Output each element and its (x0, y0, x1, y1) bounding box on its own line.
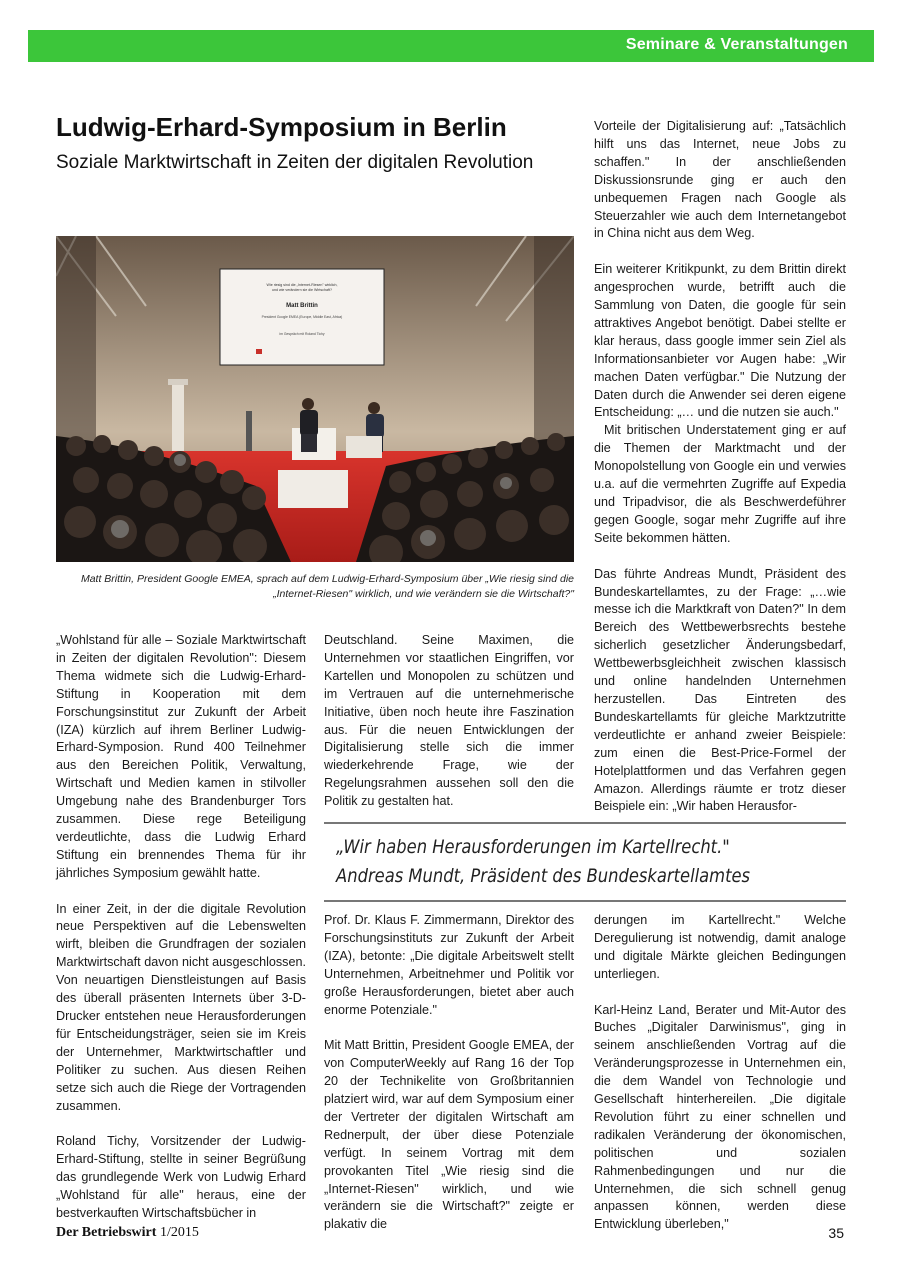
magazine-name: Der Betriebswirt (56, 1225, 157, 1240)
paragraph: „Wohlstand für alle – Soziale Marktwirtschaft in Zeiten der digitalen Revolution": Diesem Thema widmete sich die Ludwig-Erhard-Stiftung in Kooperation mit dem Forschungsinstitut zur Zukunft der Arbeit (IZA) kürzlich auf ihrem Berliner Ludwig-Erhard-Symposion. Rund 400 Teilnehmer aus den Bereichen Politik, Verwaltung, Wirtschaft und Medien kamen in stilvoller Umgebung nahe des Brandenburger Tors zusammen. Diese rege Beteiligung verdeutlichte, dass die Ludwig Erhard Stiftung ein brennendes Thema für ihr jährliches Symposium gewählt hatte. (56, 633, 306, 880)
paragraph: Mit britischen Understatement ging er auf die Themen der Marktmacht und der Monopolstellung von Google ein und verwies u.a. auf die vermehrten Zugriffe auf Expedia und Tripadvisor, die als Beschwerdeführer gegen Google, sogar mehr Zugriffe auf ihre Seite bekommen hätten. (594, 423, 846, 545)
photo-caption: Matt Brittin, President Google EMEA, sprach auf dem Ludwig-Erhard-Symposium über „Wie riesig sind die „Internet-Riesen" wirklich, und wie verändern sie die Wirtschaft?" (80, 573, 574, 600)
text-column-1 (56, 632, 306, 1223)
symposium-photo (56, 236, 574, 562)
paragraph: Mit Matt Brittin, President Google EMEA, der von ComputerWeekly auf Rang 16 der Top 20 der Technikelite von Großbritannien platziert wird, war auf dem Symposium einer der Vertreter der digitalen Wirtschaft am Rednerpult, der über diese Potenziale verfügt. In seinem Vortrag mit dem provokanten Titel „Wie riesig sind die „Internet-Riesen" wirklich, und wie verändern sie die Wirtschaft?" zeigte er plakativ die (324, 1038, 574, 1232)
article-subtitle: Soziale Marktwirtschaft in Zeiten der digitalen Revolution (56, 152, 534, 173)
paragraph: Prof. Dr. Klaus F. Zimmermann, Direktor des Forschungsinstituts zur Zukunft der Arbeit (IZA), betonte: „Die digitale Arbeitswelt stellt Unternehmen, Arbeitnehmer und Politik vor große Herausforderungen, bietet aber auch enorme Potenziale." (324, 913, 574, 1017)
issue-number: 1/2015 (159, 1225, 199, 1240)
screen-role: President Google EMEA (Europe, Middle East, Africa) (261, 315, 343, 319)
paragraph: Deutschland. Seine Maximen, die Unternehmen vor staatlichen Eingriffen, vor Kartellen und Monopolen zu schützen und im Vertrauen auf die unternehmerische Initiative, üben noch heute ihre Faszination aus. Für die neuen Entwicklungen der Digitalisierung stelle sich die immer wiederkehrende Frage, wie der Regelungsrahmen aussehen soll den die Politik zu gestalten hat. (324, 633, 574, 809)
section-banner (28, 30, 874, 62)
screen-speaker: Matt Brittin (286, 303, 318, 309)
text-column-3-top (594, 118, 846, 816)
quote-attribution: Andreas Mundt, Präsident des Bundeskartellamtes (336, 865, 751, 887)
screen-question-2: und wie verändern sie die Wirtschaft? (272, 288, 332, 292)
section-label: Seminare & Veranstaltungen (625, 36, 848, 53)
text-column-3-bottom (594, 912, 846, 1234)
text-column-2-bottom (324, 912, 574, 1234)
text-column-2-top (324, 632, 574, 811)
screen-moderator: im Gespräch mit Roland Tichy (279, 332, 325, 336)
paragraph: In einer Zeit, in der die digitale Revolution neue Perspektiven auf die Lebenswelten wirft, bleiben die Grundfragen der sozialen Marktwirtschaft davon nicht ausgeschlossen. Von neuartigen Dienstleistungen auf Basis des überall präsenten Internets über 3-D-Drucker entstehen neue Herausforderungen für Entscheidungsträger, seien sie im Kreis der Unternehmer, Marktwirtschaftler und Politiker zu suchen. Aus diesen Reihen setze sich auch die Riege der Vortragenden zusammen. (56, 901, 306, 1113)
paragraph: Vorteile der Digitalisierung auf: „Tatsächlich hilft uns das Internet, neue Jobs zu schaffen." In der anschließenden Diskussionsrunde ging er auch den unbequemen Fragen nach Google als Steuerzahler wie auch dem Internetangebot in China nicht aus dem Weg. (594, 119, 846, 241)
paragraph: Das führte Andreas Mundt, Präsident des Bundeskartellamtes, zu der Frage: „…wie messe ich die Marktkraft von Daten?" In dem Bereich des Wettbewerbsrechts bestehe sicherlich gesetzlicher Änderungsbedarf, Wettbewerbsgleichheit zwischen klassisch und online handelnden Unternehmen herzustellen. Das Eintreten des Bundeskartellamts für gleiche Marktzutritte verdeutlichte er anhand zweier Beispiele: zum einen die Best-Price-Formel der Hotelplattformen und das Verfahren gegen Amazon. Allerdings räumte er trotz dieser Beispiele ein: „Wir haben Herausfor- (594, 566, 846, 814)
pull-quote (324, 822, 846, 902)
paragraph: Ein weiterer Kritikpunkt, zu dem Brittin direkt angesprochen wurde, betrifft auch die Sammlung von Daten, die google für sein attraktives Angebot benötigt. Dabei stellte er klar heraus, dass google immer sein Ziel als Informationsanbieter vor Augen habe: „Wir machen Daten verfügbar." Die Nutzung der Daten durch die Anwender sei deren eigene Entscheidung: „… und die nutzen sie auch." (594, 262, 846, 420)
page-number: 35 (828, 1225, 844, 1241)
quote-text: „Wir haben Herausforderungen im Kartellrecht." (336, 836, 730, 858)
magazine-footer (56, 1225, 199, 1241)
paragraph: Karl-Heinz Land, Berater und Mit-Autor des Buches „Digitaler Darwinismus", ging in seinem anschließenden Vortrag auf die Veränderungsprozesse in Unternehmen ein, die dem Wandel von Technologie und Gesellschaft hinterhereilen. „Die digitale Revolution führt zu einer schnellen und radikalen Veränderung der ökonomischen, politischen und sozialen Rahmenbedingungen und nur die Unternehmen, die sich schnell genug anpassen können, werden diese Entwicklung überleben," (594, 1002, 846, 1232)
article-title: Ludwig-Erhard-Symposium in Berlin (56, 112, 507, 142)
paragraph: Roland Tichy, Vorsitzender der Ludwig-Erhard-Stiftung, stellte in seiner Begrüßung das grundlegende Werk von Ludwig Erhard „Wohlstand für alle" heraus, eine der bestverkauften Wirtschaftsbücher in (56, 1134, 306, 1220)
presentation-screen (220, 269, 384, 365)
paragraph: derungen im Kartellrecht." Welche Deregulierung ist notwendig, damit analoge und digitale Märkte gleichen Bedingungen unterliegen. (594, 913, 846, 981)
screen-question-1: Wie riesig sind die „Internet-Riesen" wirklich, (266, 283, 338, 287)
